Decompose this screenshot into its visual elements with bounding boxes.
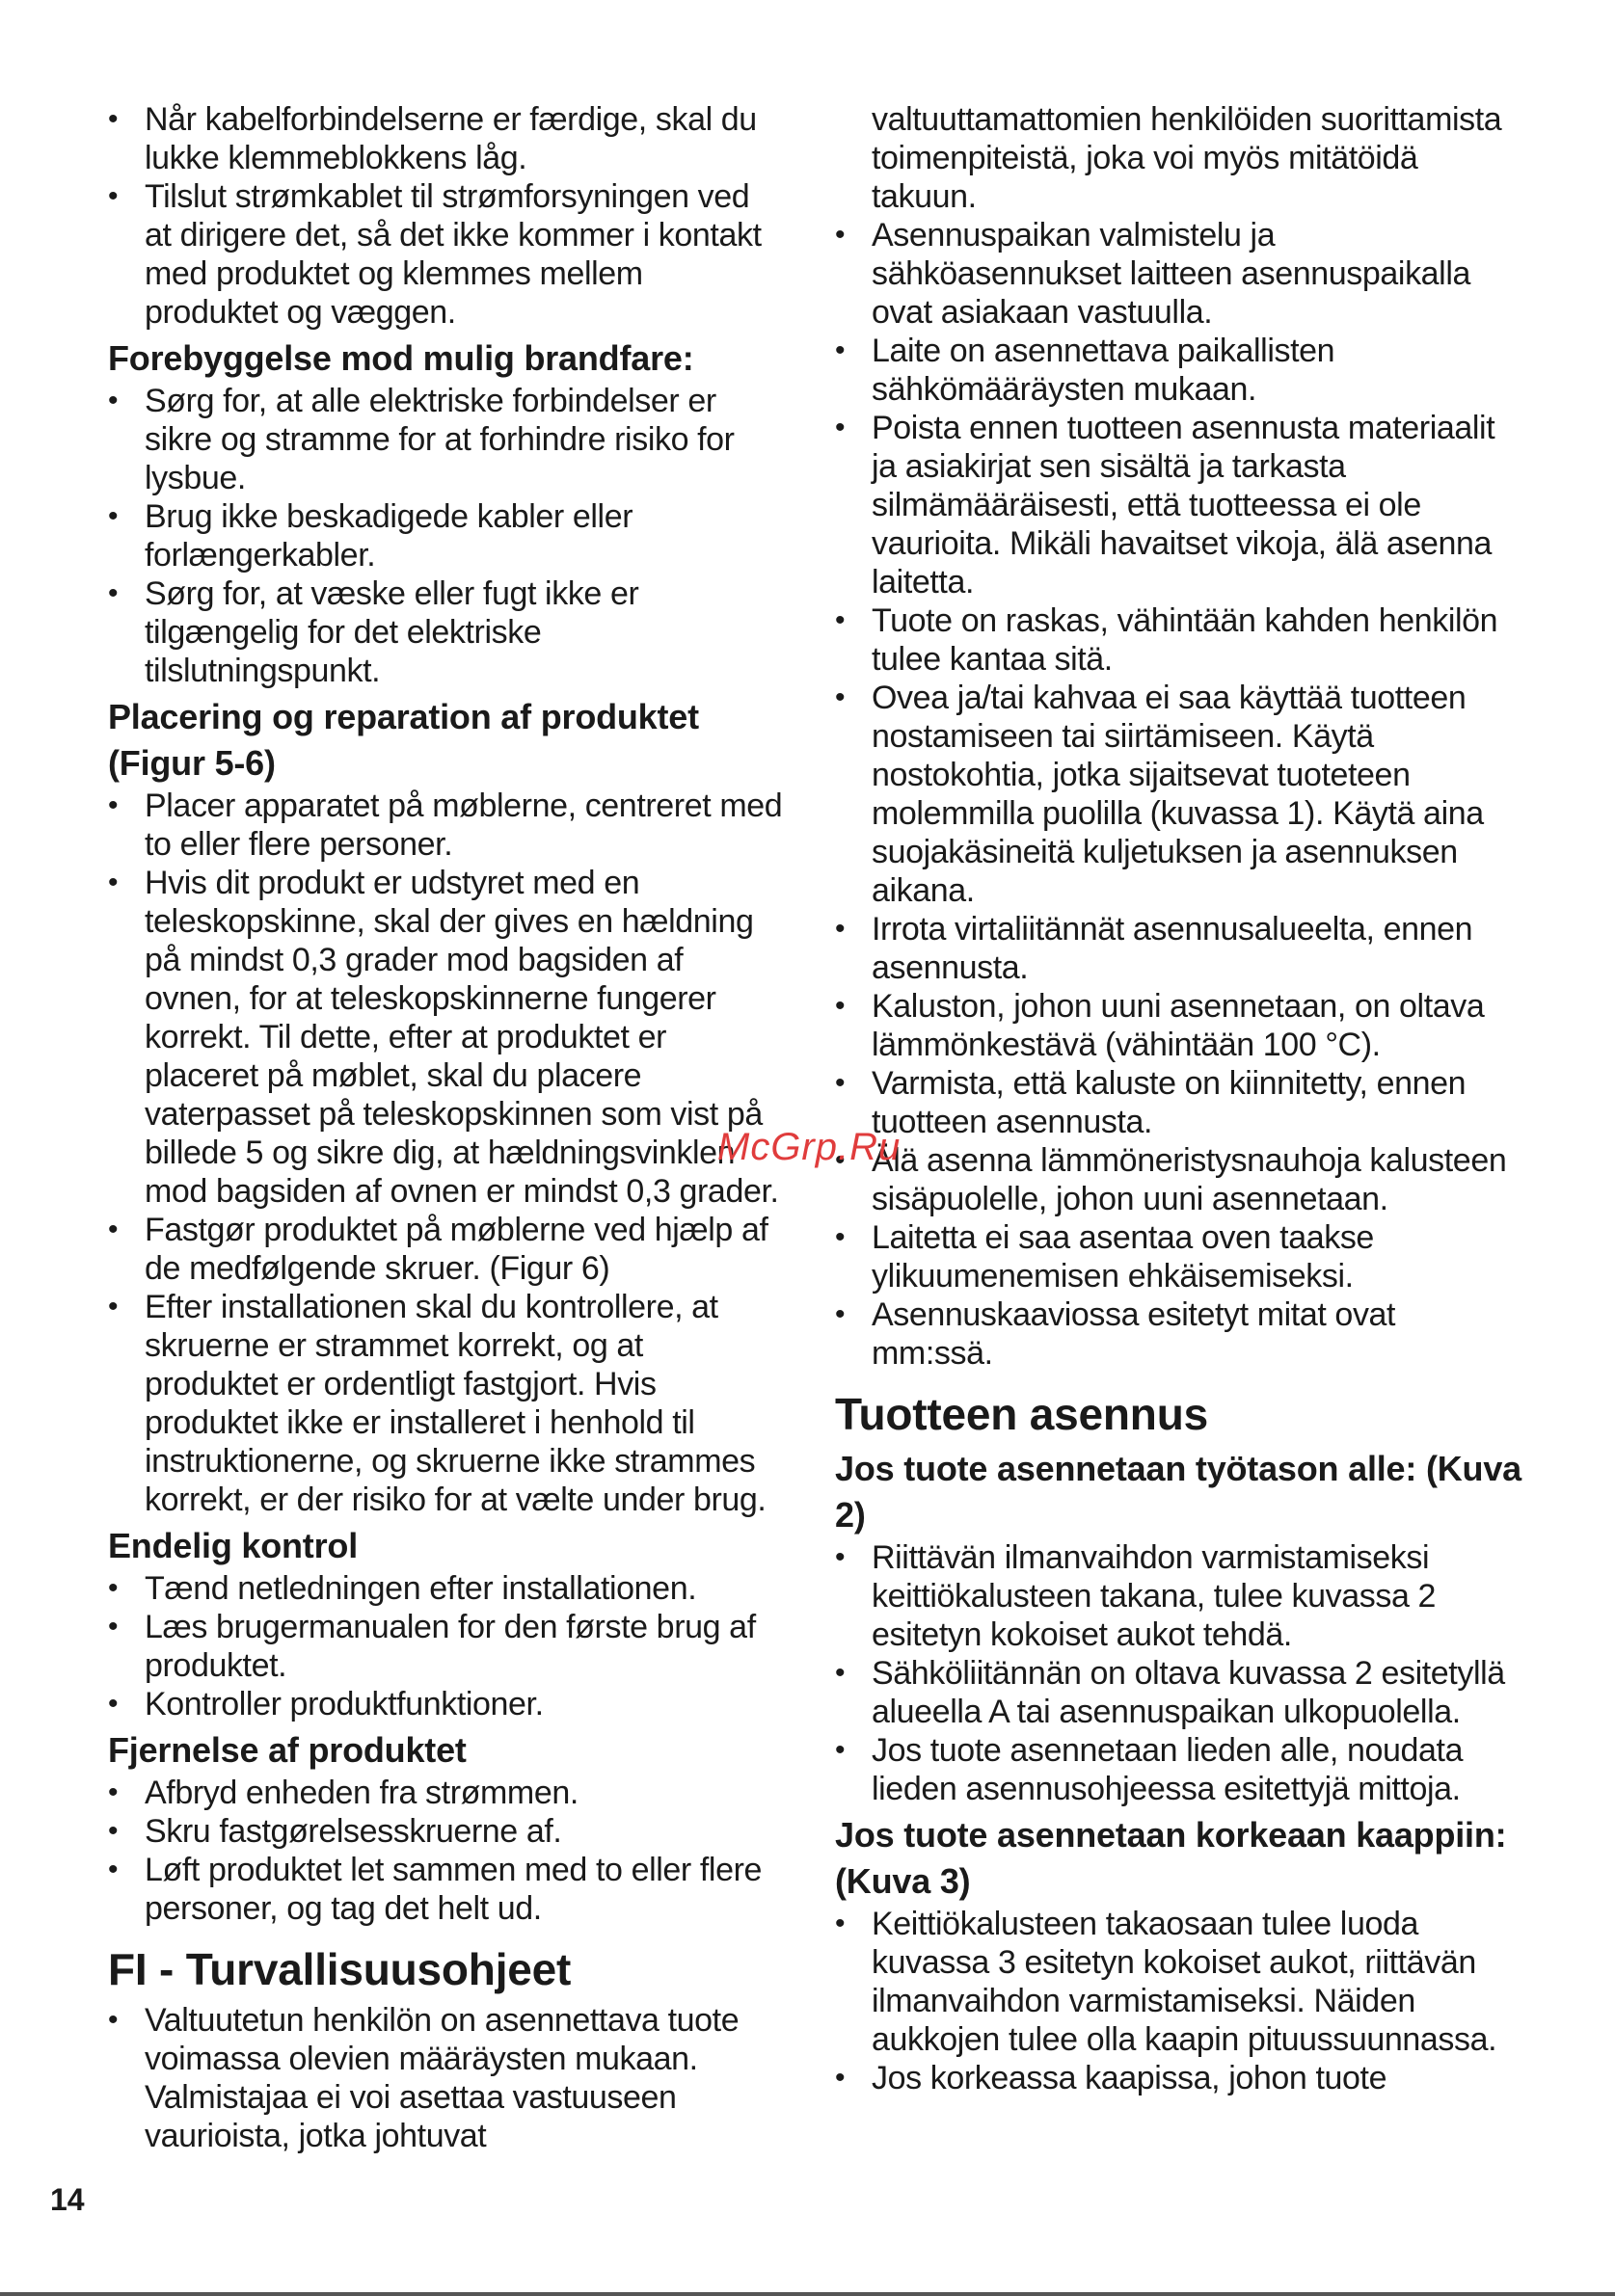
list-item: • Sørg for, at væske eller fugt ikke er tilgængelig for det elektriske tilslutningspunkt. bbox=[108, 574, 783, 690]
list-item: • Skru fastgørelsesskruerne af. bbox=[108, 1812, 783, 1851]
list-item: • Laitetta ei saa asentaa oven taakse ylikuumenemisen ehkäisemiseksi. bbox=[835, 1218, 1521, 1295]
fire-list bbox=[108, 382, 783, 690]
subsection-heading-under-counter: Jos tuote asennetaan työtason alle: (Kuva 2) bbox=[835, 1449, 1521, 1535]
list-item: • Valtuutetun henkilön on asennettava tuote voimassa olevien määräysten mukaan. Valmistajaa ei voi asettaa vastuuseen vaurioista, jotka johtuvat bbox=[108, 2001, 783, 2155]
placement-list bbox=[108, 787, 783, 1519]
list-item: • Jos korkeassa kaapissa, johon tuote bbox=[835, 2059, 1521, 2097]
fi-safety-list-continued bbox=[835, 216, 1521, 1373]
list-item: • Laite on asennettava paikallisten sähkömääräysten mukaan. bbox=[835, 332, 1521, 409]
removal-list bbox=[108, 1774, 783, 1928]
list-item: • Asennuspaikan valmistelu ja sähköasennukset laitteen asennuspaikalla ovat asiakaan vastuulla. bbox=[835, 216, 1521, 332]
section-heading-final-check: Endelig kontrol bbox=[108, 1526, 359, 1565]
list-item: • Afbryd enheden fra strømmen. bbox=[108, 1774, 783, 1812]
final-check-list bbox=[108, 1569, 783, 1723]
bottom-rule bbox=[0, 2292, 1615, 2296]
list-item: • Tilslut strømkablet til strømforsyningen ved at dirigere det, så det ikke kommer i kontakt med produktet og klemmes mellem produktet og væggen. bbox=[108, 177, 783, 332]
list-item: • Sähköliitännän on oltava kuvassa 2 esitetyllä alueella A tai asennuspaikan ulkopuolella. bbox=[835, 1654, 1521, 1731]
tall-cabinet-list bbox=[835, 1905, 1521, 2097]
section-heading-fire: Forebyggelse mod mulig brandfare: bbox=[108, 338, 694, 378]
list-item: • Tænd netledningen efter installationen. bbox=[108, 1569, 783, 1608]
list-item: • Asennuskaaviossa esitetyt mitat ovat mm:ssä. bbox=[835, 1295, 1521, 1373]
list-item: • Læs brugermanualen for den første brug af produktet. bbox=[108, 1608, 783, 1685]
section-heading-fi-safety: FI - Turvallisuusohjeet bbox=[108, 1944, 572, 1994]
list-item: • Irrota virtaliitännät asennusalueelta, ennen asennusta. bbox=[835, 910, 1521, 987]
list-item: • Kaluston, johon uuni asennetaan, on oltava lämmönkestävä (vähintään 100 °C). bbox=[835, 987, 1521, 1064]
list-item: • Varmista, että kaluste on kiinnitetty, ennen tuotteen asennusta. bbox=[835, 1064, 1521, 1141]
intro-list bbox=[108, 100, 783, 332]
list-item: • Løft produktet let sammen med to eller flere personer, og tag det helt ud. bbox=[108, 1851, 783, 1928]
list-item: • Ovea ja/tai kahvaa ei saa käyttää tuotteen nostamiseen tai siirtämiseen. Käytä nostokohtia, jotka sijaitsevat tuoteteen molemmilla puolilla (kuvassa 1). Käytä aina suojakäsineitä kuljetuksen ja asennuksen aikana. bbox=[835, 679, 1521, 910]
left-column bbox=[108, 100, 783, 2155]
list-item: • Hvis dit produkt er udstyret med en teleskopskinne, skal der gives en hældning på mindst 0,3 grader mod bagsiden af ovnen, for at teleskopskinnerne fungerer korrekt. Til dette, efter at produktet er placeret på møblet, skal du placere vaterpasset på teleskopskinnen som vist på billede 5 og sikre dig, at hældningsvinklen mod bagsiden af ovnen er mindst 0,3 grader. bbox=[108, 864, 783, 1211]
list-item: • Brug ikke beskadigede kabler eller forlængerkabler. bbox=[108, 497, 783, 574]
under-counter-list bbox=[835, 1538, 1521, 1808]
right-column bbox=[835, 100, 1521, 2097]
section-heading-removal: Fjernelse af produktet bbox=[108, 1730, 467, 1770]
list-item: • Keittiökalusteen takaosaan tulee luoda kuvassa 3 esitetyn kokoiset aukot, riittävän ilmanvaihdon varmistamiseksi. Näiden aukkojen tulee olla kaapin pituussuunnassa. bbox=[835, 1905, 1521, 2059]
list-item: • Tuote on raskas, vähintään kahden henkilön tulee kantaa sitä. bbox=[835, 601, 1521, 679]
fi-safety-list bbox=[108, 2001, 783, 2155]
list-item: • Når kabelforbindelserne er færdige, skal du lukke klemmeblokkens låg. bbox=[108, 100, 783, 177]
list-item: • Efter installationen skal du kontrollere, at skruerne er strammet korrekt, og at produktet er ordentligt fastgjort. Hvis produktet ikke er installeret i henhold til instruktionerne, og skruerne ikke strammes korrekt, er der risiko for at vælte under brug. bbox=[108, 1288, 783, 1519]
list-item: • Kontroller produktfunktioner. bbox=[108, 1685, 783, 1723]
list-item: • Jos tuote asennetaan lieden alle, noudata lieden asennusohjeessa esitettyjä mittoja. bbox=[835, 1731, 1521, 1808]
list-item: • Fastgør produktet på møblerne ved hjælp af de medfølgende skruer. (Figur 6) bbox=[108, 1211, 783, 1288]
list-item: • Riittävän ilmanvaihdon varmistamiseksi keittiökalusteen takana, tulee kuvassa 2 esitetyn kokoiset aukot tehdä. bbox=[835, 1538, 1521, 1654]
continued-text: valtuuttamattomien henkilöiden suorittamista toimenpiteistä, joka voi myös mitätöidä takuun. bbox=[872, 101, 1502, 215]
list-item: • Placer apparatet på møblerne, centreret med to eller flere personer. bbox=[108, 787, 783, 864]
section-heading-install: Tuotteen asennus bbox=[835, 1389, 1208, 1439]
watermark: McGrp.Ru bbox=[717, 1126, 902, 1168]
list-item: • Poista ennen tuotteen asennusta materiaalit ja asiakirjat sen sisältä ja tarkasta silmämääräisesti, että tuotteessa ei ole vaurioita. Mikäli havaitset vikoja, älä asenna laitetta. bbox=[835, 409, 1521, 601]
list-item: • Älä asenna lämmöneristysnauhoja kalusteen sisäpuolelle, johon uuni asennetaan. bbox=[835, 1141, 1521, 1218]
section-heading-placement: Placering og reparation af produktet (Figur 5-6) bbox=[108, 697, 699, 783]
list-item: • Sørg for, at alle elektriske forbindelser er sikre og stramme for at forhindre risiko for lysbue. bbox=[108, 382, 783, 497]
subsection-heading-tall-cabinet: Jos tuote asennetaan korkeaan kaappiin: (Kuva 3) bbox=[835, 1815, 1507, 1901]
page-number: 14 bbox=[50, 2182, 85, 2217]
